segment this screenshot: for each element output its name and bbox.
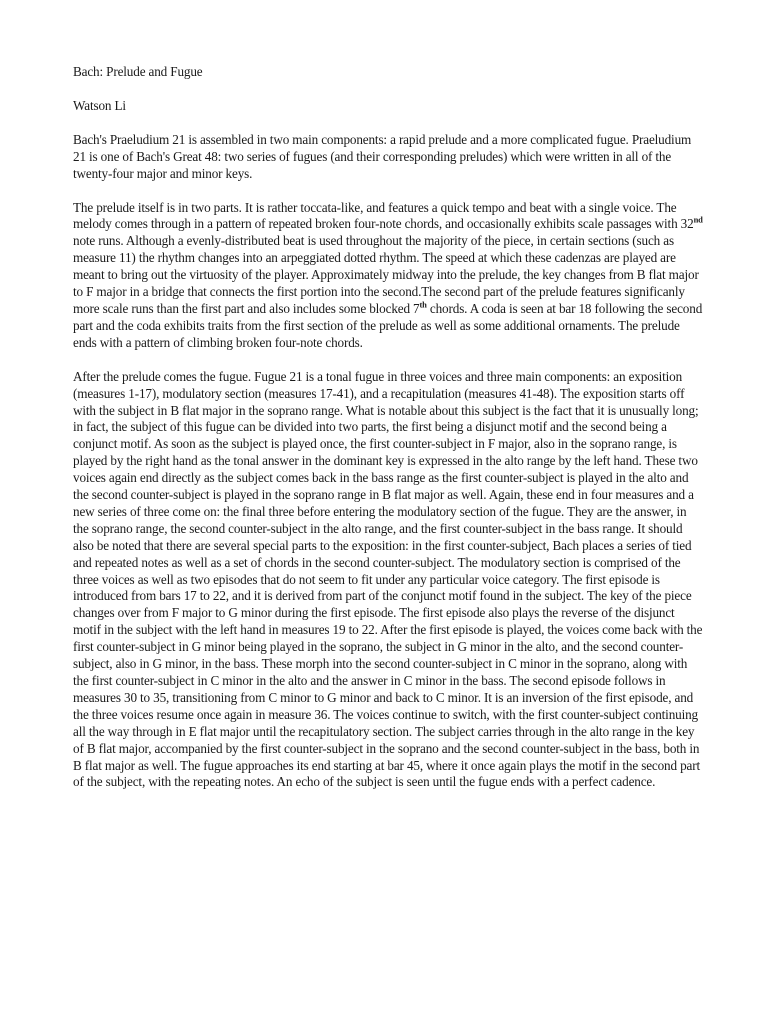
prelude-text-part-b: note runs. Although a evenly-distributed beat is used throughout the majority of the piece, in certain sections (such as measure 11) the rhythm changes into an arpeggiated dotted rhythm. The speed at which these cadenzas are played are meant to bring out the virtuosity of the player. Approximately midway into the prelude, the key changes from B flat major to F major in a bridge that connects the first portion into the second.The second part of the prelude features significanly more scale runs than the first part and also includes some blocked 7 bbox=[73, 233, 699, 316]
superscript-th: th bbox=[419, 299, 427, 310]
document-author: Watson Li bbox=[73, 97, 126, 113]
paragraph-fugue: After the prelude comes the fugue. Fugue 21 is a tonal fugue in three voices and three main components: an exposition (measures 1-17), modulatory section (measures 17-41), and a recapitulation (measures 41-48). The exposition starts off with the subject in B flat major in the soprano range. What is notable about this subject is the fact that it is unusually long; in fact, the subject of this fugue can be divided into two parts, the first being a disjunct motif and the second being a conjunct motif. As soon as the subject is played once, the first counter-subject in F major, also in the soprano range, is played by the right hand as the tonal answer in the dominant key is expressed in the alto range by the left hand. These two voices again end directly as the subject comes back in the bass range as the first counter-subject is played in the alto and the second counter-subject is played in the soprano range in B flat major as well. Again, these end in four measures and a new series of three come on: the final three before entering the modulatory section of the fugue. They are the answer, in the soprano range, the second counter-subject in the alto range, and the first counter-subject in the bass range. It should also be noted that there are several special parts to the exposition: in the first counter-subject, Bach places a series of tied and repeated notes as well as a set of chords in the second counter-subject. The modulatory section is comprised of the three voices as well as two episodes that do not seem to fit under any particular voice category. The first episode is introduced from bars 17 to 22, and it is derived from part of the conjunct motif found in the subject. The key of the piece changes over from F major to G minor during the first episode. The first episode also plays the reverse of the disjunct motif in the subject with the left hand in measures 19 to 22. After the first episode is played, the voices come back with the first counter-subject in G minor being played in the soprano, the subject in G minor in the alto, and the second counter-subject, also in G minor, in the bass. These morph into the second counter-subject in C minor in the soprano, along with the first counter-subject in C minor in the alto and the answer in C minor in the bass. The second episode follows in measures 30 to 35, transitioning from C minor to G minor and back to C minor. It is an inversion of the first episode, and the three voices resume once again in measure 36. The voices continue to switch, with the first counter-subject continuing all the way through in E flat major until the recapitulatory section. The subject carries through in the alto range in the key of B flat major, accompanied by the first counter-subject in the soprano and the second counter-subject in the bass, both in B flat major as well. The fugue approaches its end starting at bar 45, where it once again plays the motif in the second part of the subject, with the repeating notes. An echo of the subject is seen until the fugue ends with a perfect cadence. bbox=[73, 368, 703, 790]
prelude-text-part-c: chords. A coda is seen at bar 18 following the second part and the coda exhibits traits from the first section of the prelude as well as some additional ornaments. The prelude ends with a pattern of climbing broken four-note chords. bbox=[73, 300, 703, 350]
paragraph-introduction: Bach's Praeludium 21 is assembled in two main components: a rapid prelude and a more complicated fugue. Praeludium 21 is one of Bach's Great 48: two series of fugues (and their corresponding preludes) which were written in all of the twenty-four major and minor keys. bbox=[73, 131, 692, 181]
superscript-nd: nd bbox=[693, 215, 703, 226]
document-page bbox=[73, 64, 703, 808]
paragraph-prelude bbox=[73, 200, 703, 352]
document-title: Bach: Prelude and Fugue bbox=[73, 64, 203, 79]
prelude-text-part-a: The prelude itself is in two parts. It is rather toccata-like, and features a quick tempo and beat with a single voice. The melody comes through in a pattern of repeated broken four-note chords, and occasionally exhibits scale passages with 32 bbox=[73, 199, 694, 232]
